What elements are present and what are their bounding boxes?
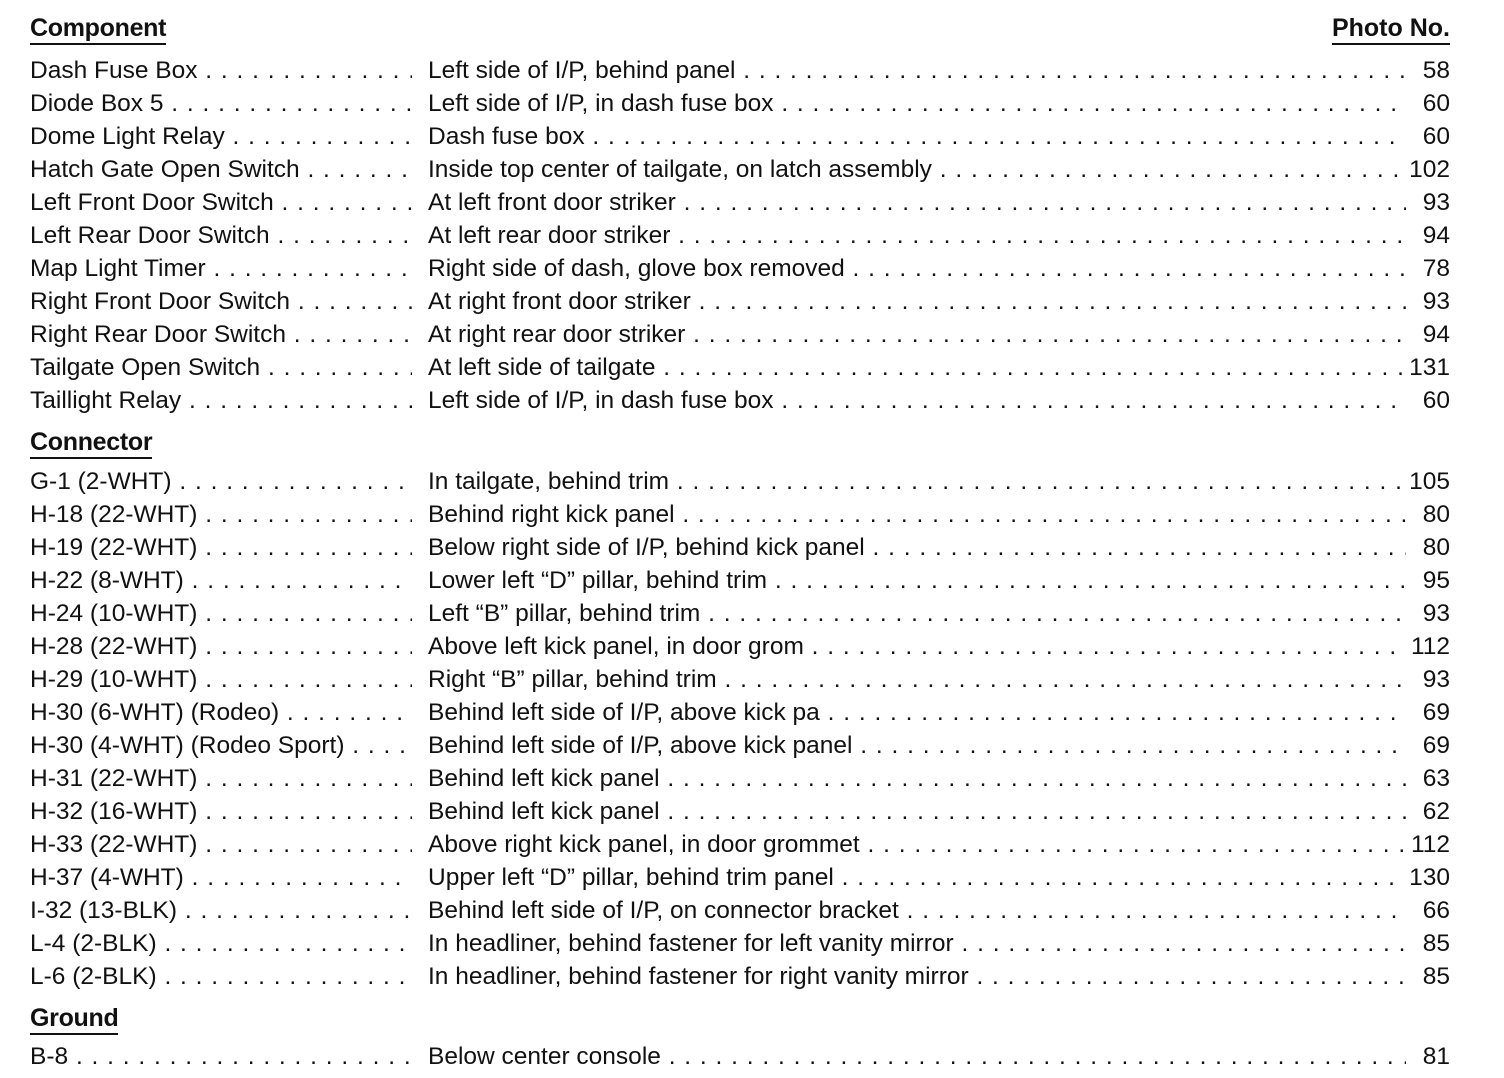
photo-number: 78 [1406, 252, 1450, 285]
table-row [30, 795, 1450, 828]
table-row [30, 564, 1450, 597]
photo-number: 58 [1406, 54, 1450, 87]
table-row [30, 498, 1450, 531]
component-location: At left side of tailgate . . . [428, 351, 1406, 384]
table-row [30, 894, 1450, 927]
section-heading-ground [30, 1004, 118, 1034]
photo-number: 93 [1406, 663, 1450, 696]
table-row [30, 219, 1450, 252]
table-row [30, 597, 1450, 630]
photo-number: 62 [1406, 795, 1450, 828]
connector-location: Behind left kick panel . . . [428, 795, 1406, 828]
table-row [30, 696, 1450, 729]
component-name: Left Rear Door Switch . . . [30, 219, 412, 252]
connector-location: Lower left “D” pillar, behind trim . . . [428, 564, 1406, 597]
connector-location: Upper left “D” pillar, behind trim panel . . . [428, 861, 1406, 894]
ground-location: Below center console . . . [428, 1040, 1406, 1073]
component-name: Right Rear Door Switch . . . [30, 318, 412, 351]
photo-number: 66 [1406, 894, 1450, 927]
component-name: Tailgate Open Switch . . . [30, 351, 412, 384]
photo-number: 81 [1406, 1040, 1450, 1073]
table-row [30, 630, 1450, 663]
photo-number: 60 [1406, 384, 1450, 417]
photo-number: 102 [1406, 153, 1450, 186]
table-row [30, 153, 1450, 186]
table-row [30, 960, 1450, 993]
photo-number: 94 [1406, 219, 1450, 252]
photo-number: 80 [1406, 498, 1450, 531]
component-name: Left Front Door Switch . . . [30, 186, 412, 219]
connector-location: Left “B” pillar, behind trim . . . [428, 597, 1406, 630]
table-row [30, 663, 1450, 696]
connector-name: H-30 (6-WHT) (Rodeo) . . . [30, 696, 412, 729]
component-location: Right side of dash, glove box removed . . . [428, 252, 1406, 285]
component-location: Left side of I/P, in dash fuse box . . . [428, 384, 1406, 417]
connector-location: Behind left side of I/P, above kick panel . . . [428, 729, 1406, 762]
component-location: Dash fuse box . . . [428, 120, 1406, 153]
connector-name: H-22 (8-WHT) . . . [30, 564, 412, 597]
section-heading-connector [30, 428, 152, 458]
connector-name: H-30 (4-WHT) (Rodeo Sport) . . . [30, 729, 412, 762]
connector-name: H-32 (16-WHT) . . . [30, 795, 412, 828]
table-row [30, 186, 1450, 219]
table-row [30, 828, 1450, 861]
table-row [30, 861, 1450, 894]
component-location: Inside top center of tailgate, on latch assembly . . . [428, 153, 1406, 186]
photo-number: 94 [1406, 318, 1450, 351]
table-row [30, 318, 1450, 351]
component-location: At right rear door striker . . . [428, 318, 1406, 351]
component-name: Dash Fuse Box . . . [30, 54, 412, 87]
section-title: Connector [30, 429, 152, 459]
photo-number: 93 [1406, 597, 1450, 630]
photo-number: 131 [1406, 351, 1450, 384]
table-row [30, 87, 1450, 120]
connector-name: H-37 (4-WHT) . . . [30, 861, 412, 894]
connector-name: H-19 (22-WHT) . . . [30, 531, 412, 564]
ground-name: B-8 . . . [30, 1040, 412, 1073]
photo-number: 93 [1406, 186, 1450, 219]
component-name: Hatch Gate Open Switch . . . [30, 153, 412, 186]
table-row [30, 1040, 1450, 1073]
photo-number: 60 [1406, 87, 1450, 120]
component-location: At right front door striker . . . [428, 285, 1406, 318]
connector-name: H-24 (10-WHT) . . . [30, 597, 412, 630]
connector-location: In headliner, behind fastener for left vanity mirror . . . [428, 927, 1406, 960]
connector-name: I-32 (13-BLK) . . . [30, 894, 412, 927]
connector-name: H-28 (22-WHT) . . . [30, 630, 412, 663]
component-location: Left side of I/P, in dash fuse box . . . [428, 87, 1406, 120]
component-name: Map Light Timer . . . [30, 252, 412, 285]
connector-name: H-18 (22-WHT) . . . [30, 498, 412, 531]
connector-location: Behind left kick panel . . . [428, 762, 1406, 795]
connector-name: H-29 (10-WHT) . . . [30, 663, 412, 696]
section-heading-component [30, 14, 166, 44]
component-location: Left side of I/P, behind panel . . . [428, 54, 1406, 87]
connector-location: Below right side of I/P, behind kick panel . . . [428, 531, 1406, 564]
table-row [30, 465, 1450, 498]
table-row [30, 729, 1450, 762]
photo-label: Photo No. [1332, 15, 1450, 45]
table-row [30, 252, 1450, 285]
photo-number: 60 [1406, 120, 1450, 153]
connector-location: Above right kick panel, in door grommet . . . [428, 828, 1406, 861]
component-location: At left front door striker . . . [428, 186, 1406, 219]
photo-number: 63 [1406, 762, 1450, 795]
table-row [30, 351, 1450, 384]
table-row [30, 384, 1450, 417]
connector-name: L-6 (2-BLK) . . . [30, 960, 412, 993]
connector-name: H-33 (22-WHT) . . . [30, 828, 412, 861]
connector-location: Behind left side of I/P, on connector bracket . . . [428, 894, 1406, 927]
photo-number: 85 [1406, 927, 1450, 960]
table-row [30, 120, 1450, 153]
photo-number: 112 [1406, 630, 1450, 663]
photo-number: 130 [1406, 861, 1450, 894]
section-title: Component [30, 15, 166, 45]
component-location: At left rear door striker . . . [428, 219, 1406, 252]
photo-number: 69 [1406, 729, 1450, 762]
connector-name: G-1 (2-WHT) . . . [30, 465, 412, 498]
connector-name: L-4 (2-BLK) . . . [30, 927, 412, 960]
table-row [30, 54, 1450, 87]
photo-number: 85 [1406, 960, 1450, 993]
component-name: Right Front Door Switch . . . [30, 285, 412, 318]
connector-location: In tailgate, behind trim . . . [428, 465, 1406, 498]
photo-number: 93 [1406, 285, 1450, 318]
section-title: Ground [30, 1005, 118, 1035]
connector-location: Behind left side of I/P, above kick pa . . . [428, 696, 1406, 729]
photo-number: 105 [1406, 465, 1450, 498]
table-row [30, 531, 1450, 564]
photo-number: 69 [1406, 696, 1450, 729]
photo-number: 95 [1406, 564, 1450, 597]
component-name: Diode Box 5 . . . [30, 87, 412, 120]
photo-number-heading [1332, 14, 1450, 45]
connector-name: H-31 (22-WHT) . . . [30, 762, 412, 795]
connector-location: Behind right kick panel . . . [428, 498, 1406, 531]
table-row [30, 762, 1450, 795]
connector-location: Above left kick panel, in door grom . . . [428, 630, 1406, 663]
photo-number: 80 [1406, 531, 1450, 564]
connector-location: In headliner, behind fastener for right vanity mirror . . . [428, 960, 1406, 993]
photo-number: 112 [1406, 828, 1450, 861]
table-row [30, 927, 1450, 960]
component-name: Dome Light Relay . . . [30, 120, 412, 153]
table-row [30, 285, 1450, 318]
connector-location: Right “B” pillar, behind trim . . . [428, 663, 1406, 696]
component-name: Taillight Relay . . . [30, 384, 412, 417]
